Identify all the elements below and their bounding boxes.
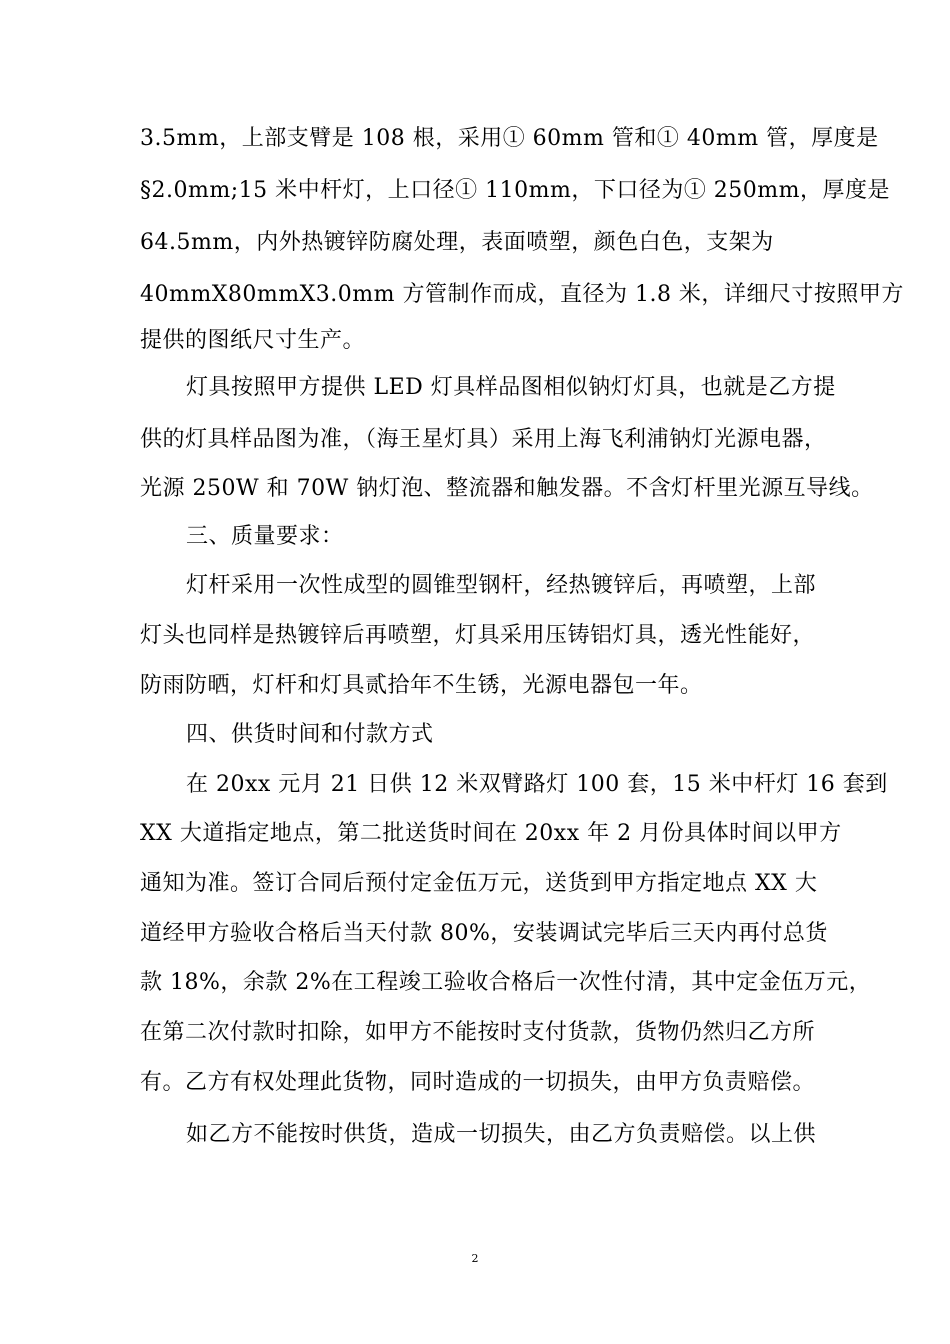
paragraph-line: XX 大道指定地点，第二批送货时间在 20xx 年 2 月份具体时间以甲方 — [140, 821, 842, 846]
paragraph-line: 有。乙方有权处理此货物，同时造成的一切损失，由甲方负责赔偿。 — [140, 1070, 816, 1095]
paragraph-line: §2.0mm;15 米中杆灯，上口径① 110mm，下口径为① 250mm，厚度是 — [140, 178, 891, 203]
paragraph-line: 灯头也同样是热镀锌后再喷塑，灯具采用压铸铝灯具，透光性能好， — [140, 623, 816, 648]
paragraph-line: 灯杆采用一次性成型的圆锥型钢杆，经热镀锌后，再喷塑，上部 — [186, 573, 817, 598]
paragraph-line: 如乙方不能按时供货，造成一切损失，由乙方负责赔偿。以上供 — [186, 1122, 817, 1147]
paragraph-line: 灯具按照甲方提供 LED 灯具样品图相似钠灯灯具，也就是乙方提 — [186, 375, 836, 400]
paragraph-line: 通知为准。签订合同后预付定金伍万元，送货到甲方指定地点 XX 大 — [140, 871, 818, 896]
paragraph-line: 提供的图纸尺寸生产。 — [140, 328, 366, 353]
paragraph-line: 40mmX80mmX3.0mm 方管制作而成，直径为 1.8 米，详细尺寸按照甲方 — [140, 282, 904, 307]
paragraph-line: 在第二次付款时扣除，如甲方不能按时支付货款，货物仍然归乙方所 — [140, 1020, 816, 1045]
section-heading: 三、质量要求： — [186, 524, 344, 549]
paragraph-line: 道经甲方验收合格后当天付款 80%，安装调试完毕后三天内再付总货 — [140, 921, 828, 946]
page-number: 2 — [471, 1252, 479, 1265]
paragraph-line: 光源 250W 和 70W 钠灯泡、整流器和触发器。不含灯杆里光源互导线。 — [140, 476, 874, 501]
paragraph-line: 款 18%，余款 2%在工程竣工验收合格后一次性付清，其中定金伍万元， — [140, 970, 872, 995]
section-heading: 四、供货时间和付款方式 — [186, 722, 434, 747]
paragraph-line: 3.5mm，上部支臂是 108 根，采用① 60mm 管和① 40mm 管，厚度是 — [140, 126, 879, 151]
paragraph-line: 防雨防晒，灯杆和灯具贰拾年不生锈，光源电器包一年。 — [140, 673, 703, 698]
paragraph-line: 供的灯具样品图为准，（海王星灯具）采用上海飞利浦钠灯光源电器， — [140, 427, 827, 452]
paragraph-line: 在 20xx 元月 21 日供 12 米双臂路灯 100 套，15 米中杆灯 16 套到 — [186, 772, 888, 797]
paragraph-line: 64.5mm，内外热镀锌防腐处理，表面喷塑，颜色白色，支架为 — [140, 230, 774, 255]
